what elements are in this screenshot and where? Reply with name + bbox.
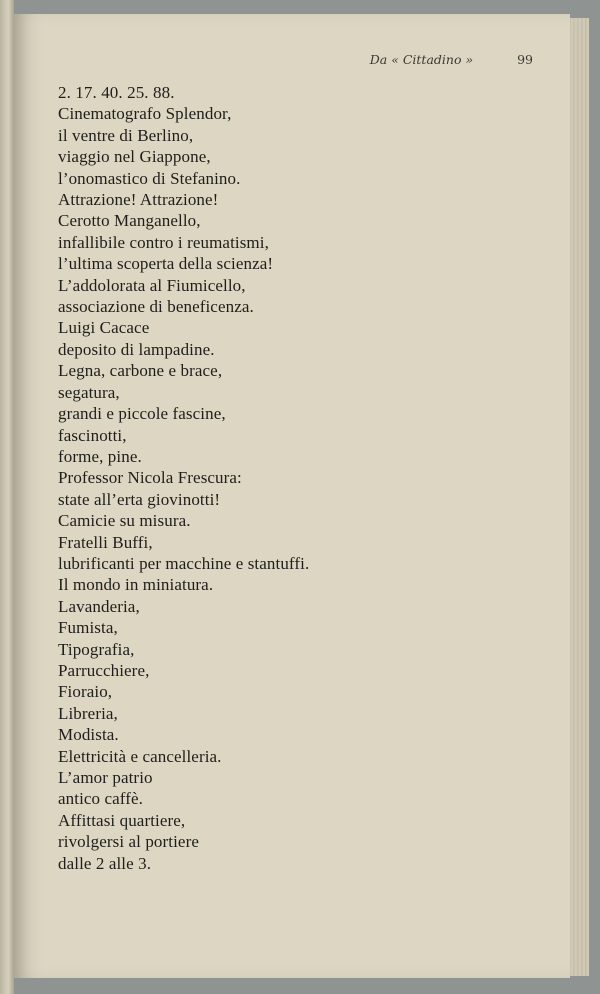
poem-line: Parrucchiere, xyxy=(58,660,150,680)
poem-line: deposito di lampadine. xyxy=(58,339,215,359)
running-head xyxy=(14,52,533,67)
poem-body xyxy=(58,82,378,874)
page-number: 99 xyxy=(517,52,533,67)
poem-line: infallibile contro i reumatismi, xyxy=(58,232,269,252)
poem-line: Il mondo in miniatura. xyxy=(58,575,214,595)
poem-line: Cerotto Manganello, xyxy=(58,211,201,231)
poem-line: rivolgersi al portiere xyxy=(58,832,199,852)
poem-line: 2. 17. 40. 25. 88. xyxy=(58,83,175,102)
poem-line: Lavanderia, xyxy=(58,596,140,616)
poem-line: Cinematografo Splendor, xyxy=(58,104,232,124)
poem-line: Camicie su misura. xyxy=(58,511,191,531)
poem-line: Fumista, xyxy=(58,618,118,638)
poem-line: lubrificanti per macchine e stantuffi. xyxy=(58,553,310,573)
poem-line: Elettricità e cancelleria. xyxy=(58,746,222,766)
poem-line: state all’erta giovinotti! xyxy=(58,489,221,509)
poem-line: segatura, xyxy=(58,382,120,402)
poem-line: forme, pine. xyxy=(58,446,142,466)
poem-line: l’onomastico di Stefanino. xyxy=(58,168,241,188)
poem-line: grandi e piccole fascine, xyxy=(58,404,226,424)
poem-line: Fratelli Buffi, xyxy=(58,532,153,552)
poem-line: associazione di beneficenza. xyxy=(58,297,254,317)
poem-line: Attrazione! Attrazione! xyxy=(58,190,219,210)
poem-line: fascinotti, xyxy=(58,425,127,445)
poem-line: Libreria, xyxy=(58,703,118,723)
poem-line: il ventre di Berlino, xyxy=(58,125,194,145)
book-page xyxy=(14,14,570,978)
poem-line: viaggio nel Giappone, xyxy=(58,147,211,167)
previous-page-edge xyxy=(0,0,14,994)
poem-line: dalle 2 alle 3. xyxy=(58,853,152,873)
poem-line: antico caffè. xyxy=(58,789,143,809)
running-head-title: Da « Cittadino » xyxy=(369,52,474,67)
poem-line: l’ultima scoperta della scienza! xyxy=(58,254,274,274)
poem-line: L’amor patrio xyxy=(58,768,153,787)
poem-line: Affittasi quartiere, xyxy=(58,810,186,830)
poem-line: Professor Nicola Frescura: xyxy=(58,468,242,488)
poem-line: Tipografia, xyxy=(58,639,135,659)
poem-line: Modista. xyxy=(58,725,119,745)
poem-line: Fioraio, xyxy=(58,682,113,702)
poem-line: Legna, carbone e brace, xyxy=(58,361,223,381)
poem-line: L’addolorata al Fiumicello, xyxy=(58,275,246,295)
poem-line: Luigi Cacace xyxy=(58,318,150,338)
